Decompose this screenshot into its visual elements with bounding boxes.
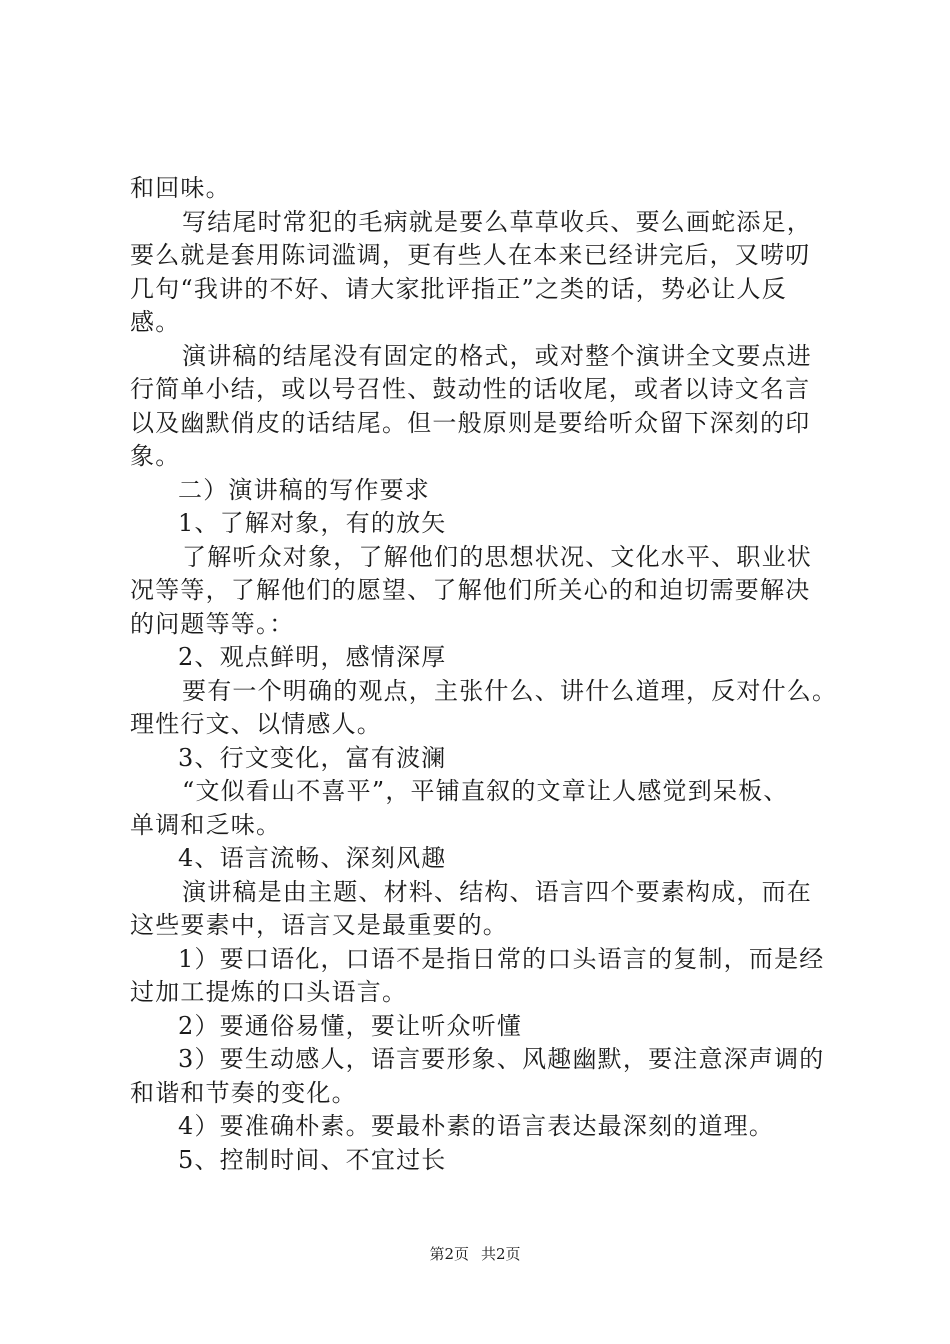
subsection-heading: 1、了解对象，有的放矢 — [178, 509, 447, 537]
page-footer — [0, 1244, 950, 1264]
text-line: 几句“我讲的不好、请大家批评指正”之类的话，势必让人反 — [130, 274, 787, 303]
document-body — [130, 172, 838, 1177]
subsection-heading: 2、观点鲜明，感情深厚 — [178, 643, 447, 671]
text-line: 单调和乏味。 — [130, 810, 282, 839]
text-line: 演讲稿是由主题、材料、结构、语言四个要素构成，而在 — [182, 877, 812, 906]
text-line: 过加工提炼的口头语言。 — [130, 978, 408, 1006]
subsection-heading: 4、语言流畅、深刻风趣 — [178, 844, 447, 872]
section-heading: 二）演讲稿的写作要求 — [178, 475, 430, 504]
text-line: 了解听众对象，了解他们的思想状况、文化水平、职业状 — [182, 542, 812, 571]
text-line: 行简单小结，或以号召性、鼓动性的话收尾，或者以诗文名言 — [130, 375, 811, 403]
subsection-heading: 5、控制时间、不宜过长 — [178, 1145, 447, 1174]
text-line: 况等等，了解他们的愿望、了解他们所关心的和迫切需要解决 — [130, 576, 811, 604]
text-line: 以及幽默俏皮的话结尾。但一般原则是要给听众留下深刻的印 — [130, 408, 811, 437]
list-item: 2）要通俗易懂，要让听众听懂 — [178, 1011, 523, 1040]
subsection-heading: 3、行文变化，富有波澜 — [178, 743, 447, 772]
text-line: 和回味。 — [130, 174, 231, 202]
list-item: 3）要生动感人，语言要形象、风趣幽默，要注意深声调的 — [178, 1045, 825, 1073]
page-number: 第2页 — [429, 1245, 469, 1263]
text-line: 感。 — [130, 308, 181, 336]
list-item: 4）要准确朴素。要最朴素的语言表达最深刻的道理。 — [178, 1112, 775, 1140]
text-line: 要有一个明确的观点，主张什么、讲什么道理，反对什么。 — [182, 676, 838, 705]
text-line: 和谐和节奏的变化。 — [130, 1078, 357, 1107]
text-line: 理性行文、以情感人。 — [130, 710, 382, 738]
text-line: 写结尾时常犯的毛病就是要么草草收兵、要么画蛇添足， — [182, 207, 812, 236]
text-line: 的问题等等。： — [130, 609, 295, 638]
text-line: 这些要素中，语言又是最重要的。 — [130, 911, 508, 939]
text-line: 要么就是套用陈词滥调，更有些人在本来已经讲完后，又唠叨 — [130, 241, 811, 269]
text-line: 演讲稿的结尾没有固定的格式，或对整个演讲全文要点进 — [182, 341, 812, 370]
text-line: 象。 — [130, 442, 181, 470]
text-line: “文似看山不喜平”，平铺直叙的文章让人感觉到呆板、 — [182, 777, 789, 805]
list-item: 1）要口语化，口语不是指日常的口头语言的复制，而是经 — [178, 944, 825, 973]
page-total: 共2页 — [481, 1245, 521, 1263]
